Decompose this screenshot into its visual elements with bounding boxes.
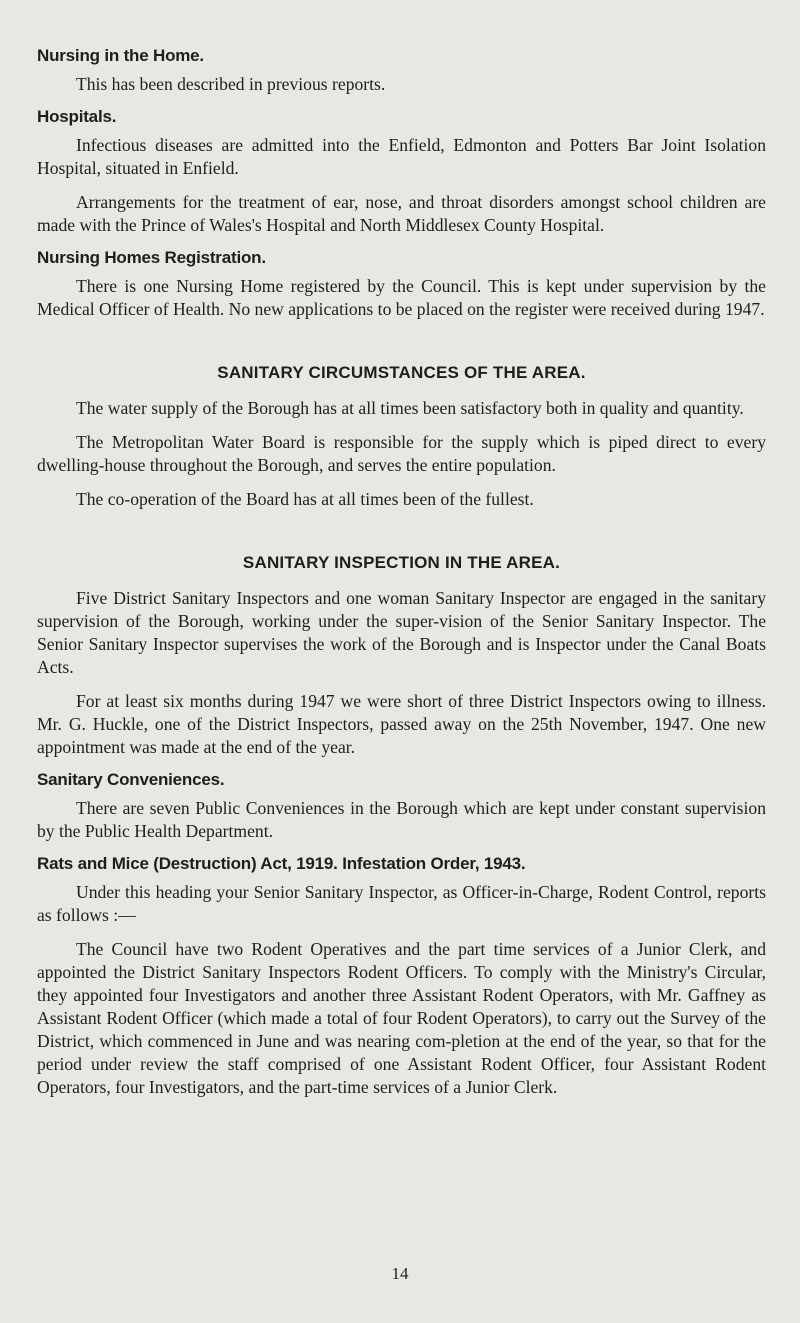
heading-sanitary-conveniences: Sanitary Conveniences. xyxy=(37,770,225,789)
paragraph-sanitary-circumstances-1: The water supply of the Borough has at all times been satisfactory both in quality and quantity. xyxy=(76,398,744,418)
paragraph-sanitary-inspection-2: For at least six months during 1947 we were short of three District Inspectors owing to illness. Mr. G. Huckle, one of the District Inspectors, passed away on the 25th November, 1947. One new appointment was made at the end of the year. xyxy=(37,691,766,757)
heading-sanitary-circumstances: SANITARY CIRCUMSTANCES OF THE AREA. xyxy=(217,363,586,382)
paragraph-sanitary-circumstances-3: The co-operation of the Board has at all times been of the fullest. xyxy=(76,489,534,509)
heading-nursing-homes-registration: Nursing Homes Registration. xyxy=(37,248,266,267)
heading-sanitary-inspection: SANITARY INSPECTION IN THE AREA. xyxy=(242,553,561,572)
paragraph-hospitals-2: Arrangements for the treatment of ear, nose, and throat disorders amongst school children are made with the Prince of Wales's Hospital and North Middlesex County Hospital. xyxy=(37,192,766,235)
paragraph-rats-and-mice-2: The Council have two Rodent Operatives and the part time services of a Junior Clerk, and appointed the District Sanitary Inspectors Rodent Officers. To comply with the Ministry's Circular, they appointed four Investigators and another three Assistant Rodent Operators, with Mr. Gaffney as Assistant Rodent Officer (which made a total of four Rodent Operators), to carry out the Survey of the District, which commenced in June and was nearing com-pletion at the end of the year, so that for the period under review the staff comprised of one Assistant Rodent Officer, four Assistant Rodent Operators, four Investigators, and the part-time services of a Junior Clerk. xyxy=(37,939,766,1097)
heading-rats-and-mice: Rats and Mice (Destruction) Act, 1919. Infestation Order, 1943. xyxy=(37,854,526,873)
paragraph-rats-and-mice-1: Under this heading your Senior Sanitary Inspector, as Officer-in-Charge, Rodent Control, reports as follows :— xyxy=(37,882,766,925)
page-number: 14 xyxy=(391,1264,409,1283)
paragraph-nursing-homes-registration: There is one Nursing Home registered by the Council. This is kept under supervision by the Medical Officer of Health. No new applications to be placed on the register were received during 1947. xyxy=(37,276,766,319)
paragraph-hospitals-1: Infectious diseases are admitted into the Enfield, Edmonton and Potters Bar Joint Isolation Hospital, situated in Enfield. xyxy=(37,135,766,178)
heading-hospitals: Hospitals. xyxy=(37,107,117,126)
paragraph-sanitary-inspection-1: Five District Sanitary Inspectors and one woman Sanitary Inspector are engaged in the sanitary supervision of the Borough, working under the super-vision of the Senior Sanitary Inspector. The Senior Sanitary Inspector supervises the work of the Borough and is Inspector under the Canal Boats Acts. xyxy=(37,588,766,677)
paragraph-nursing-in-the-home: This has been described in previous reports. xyxy=(76,74,386,94)
heading-nursing-in-the-home: Nursing in the Home. xyxy=(37,46,204,65)
paragraph-sanitary-circumstances-2: The Metropolitan Water Board is responsible for the supply which is piped direct to every dwelling-house throughout the Borough, and serves the entire population. xyxy=(37,432,766,475)
paragraph-sanitary-conveniences: There are seven Public Conveniences in the Borough which are kept under constant supervision by the Public Health Department. xyxy=(37,798,766,841)
